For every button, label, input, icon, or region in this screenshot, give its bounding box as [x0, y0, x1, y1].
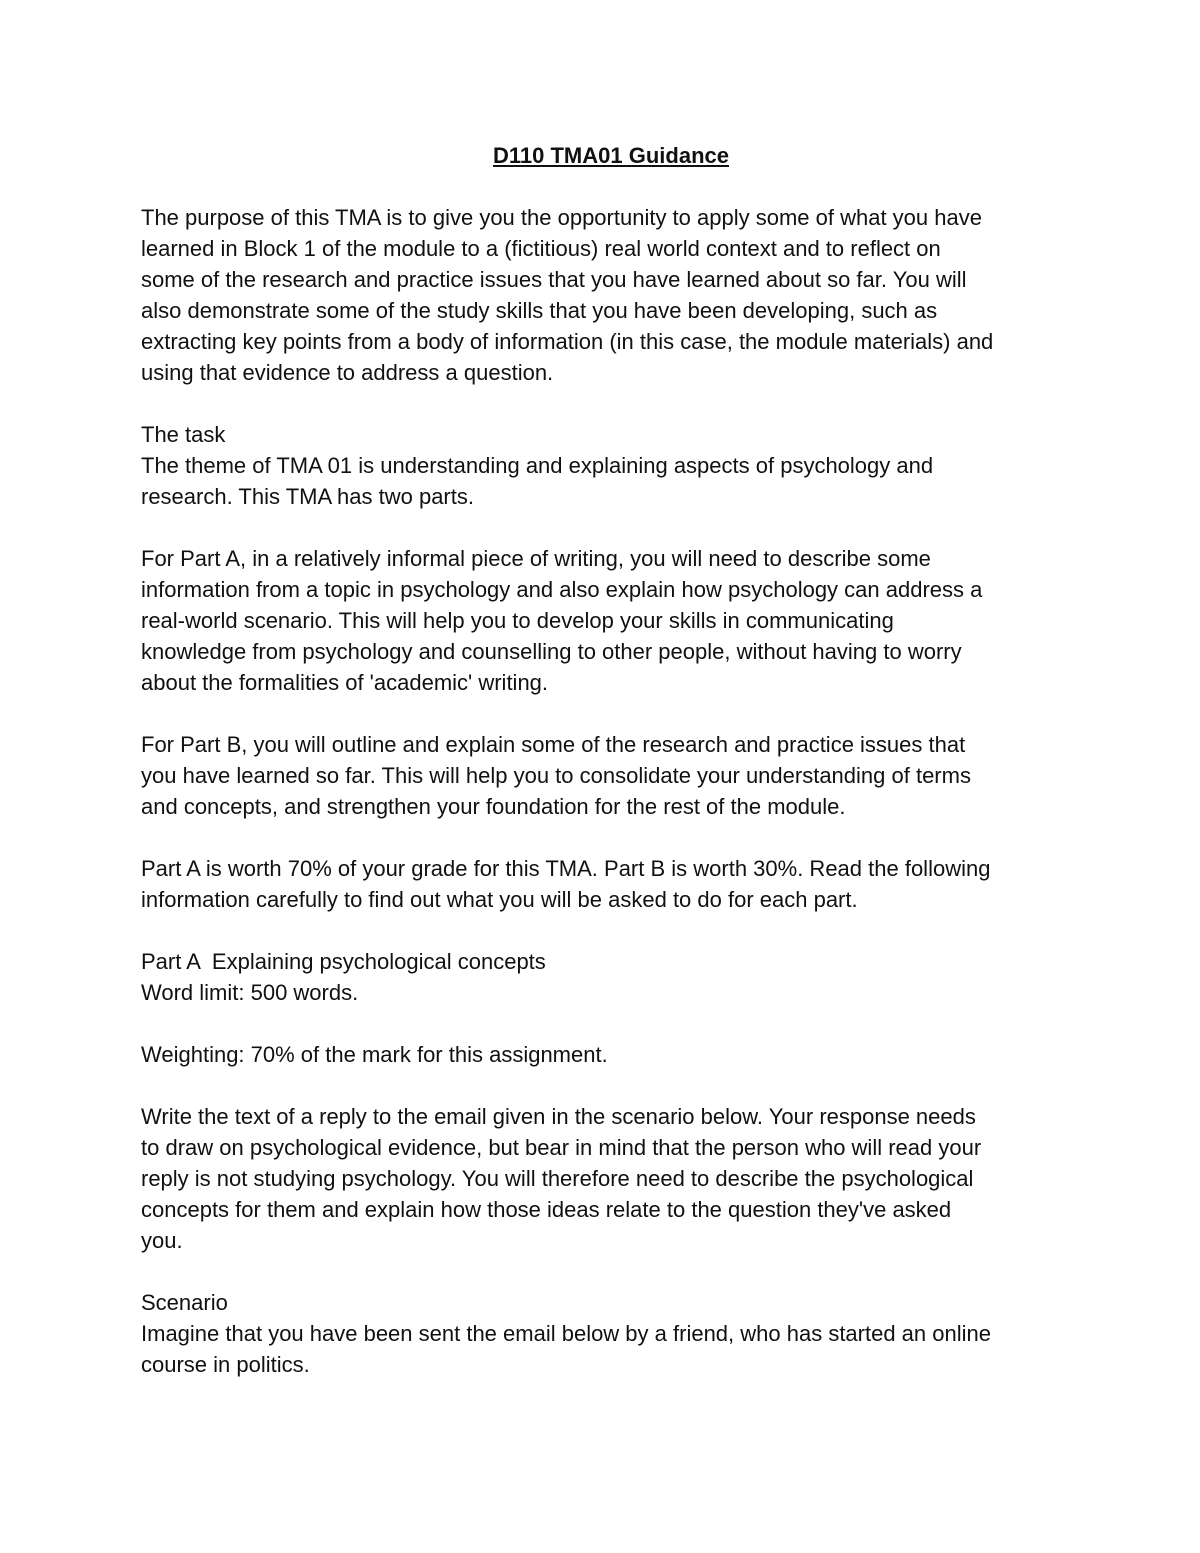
text-line: Write the text of a reply to the email given in the scenario below. Your response needs — [141, 1104, 976, 1129]
text-line: information carefully to find out what you will be asked to do for each part. — [141, 887, 858, 912]
document-body — [141, 140, 1081, 1411]
part-a-heading: Part A Explaining psychological concepts — [141, 949, 546, 974]
intro-paragraph — [141, 202, 1081, 388]
text-line: to draw on psychological evidence, but bear in mind that the person who will read your — [141, 1135, 982, 1160]
part-b-intro-paragraph — [141, 729, 1081, 822]
text-line: extracting key points from a body of information (in this case, the module materials) and — [141, 329, 994, 354]
text-line: Imagine that you have been sent the email below by a friend, who has started an online — [141, 1321, 991, 1346]
task-heading: The task — [141, 422, 226, 447]
text-line: you have learned so far. This will help you to consolidate your understanding of terms — [141, 763, 971, 788]
text-line: some of the research and practice issues that you have learned about so far. You will — [141, 267, 967, 292]
text-line: about the formalities of 'academic' writing. — [141, 670, 549, 695]
text-line: using that evidence to address a question. — [141, 360, 554, 385]
text-line: For Part B, you will outline and explain some of the research and practice issues that — [141, 732, 966, 757]
scenario-heading: Scenario — [141, 1290, 228, 1315]
weights-paragraph — [141, 853, 1081, 915]
text-line: concepts for them and explain how those ideas relate to the question they've asked — [141, 1197, 952, 1222]
part-a-intro-paragraph — [141, 543, 1081, 698]
document-title: D110 TMA01 Guidance — [493, 143, 729, 168]
instructions-paragraph — [141, 1101, 1081, 1256]
text-line: For Part A, in a relatively informal piece of writing, you will need to describe some — [141, 546, 931, 571]
scenario-paragraph — [141, 1287, 1081, 1380]
text-line: research. This TMA has two parts. — [141, 484, 474, 509]
text-line: reply is not studying psychology. You will therefore need to describe the psychological — [141, 1166, 974, 1191]
text-line: knowledge from psychology and counselling to other people, without having to worry — [141, 639, 962, 664]
text-line: also demonstrate some of the study skills that you have been developing, such as — [141, 298, 938, 323]
text-line: learned in Block 1 of the module to a (fictitious) real world context and to reflect on — [141, 236, 941, 261]
weighting-paragraph — [141, 1039, 1081, 1070]
text-line: The purpose of this TMA is to give you the opportunity to apply some of what you have — [141, 205, 982, 230]
weighting-text: Weighting: 70% of the mark for this assignment. — [141, 1042, 608, 1067]
text-line: information from a topic in psychology and also explain how psychology can address a — [141, 577, 983, 602]
text-line: The theme of TMA 01 is understanding and explaining aspects of psychology and — [141, 453, 934, 478]
text-line: course in politics. — [141, 1352, 310, 1377]
text-line: real-world scenario. This will help you to develop your skills in communicating — [141, 608, 894, 633]
task-paragraph — [141, 419, 1081, 512]
word-limit: Word limit: 500 words. — [141, 980, 359, 1005]
text-line: Part A is worth 70% of your grade for this TMA. Part B is worth 30%. Read the following — [141, 856, 991, 881]
part-a-heading-block — [141, 946, 1081, 1008]
text-line: and concepts, and strengthen your foundation for the rest of the module. — [141, 794, 846, 819]
text-line: you. — [141, 1228, 183, 1253]
